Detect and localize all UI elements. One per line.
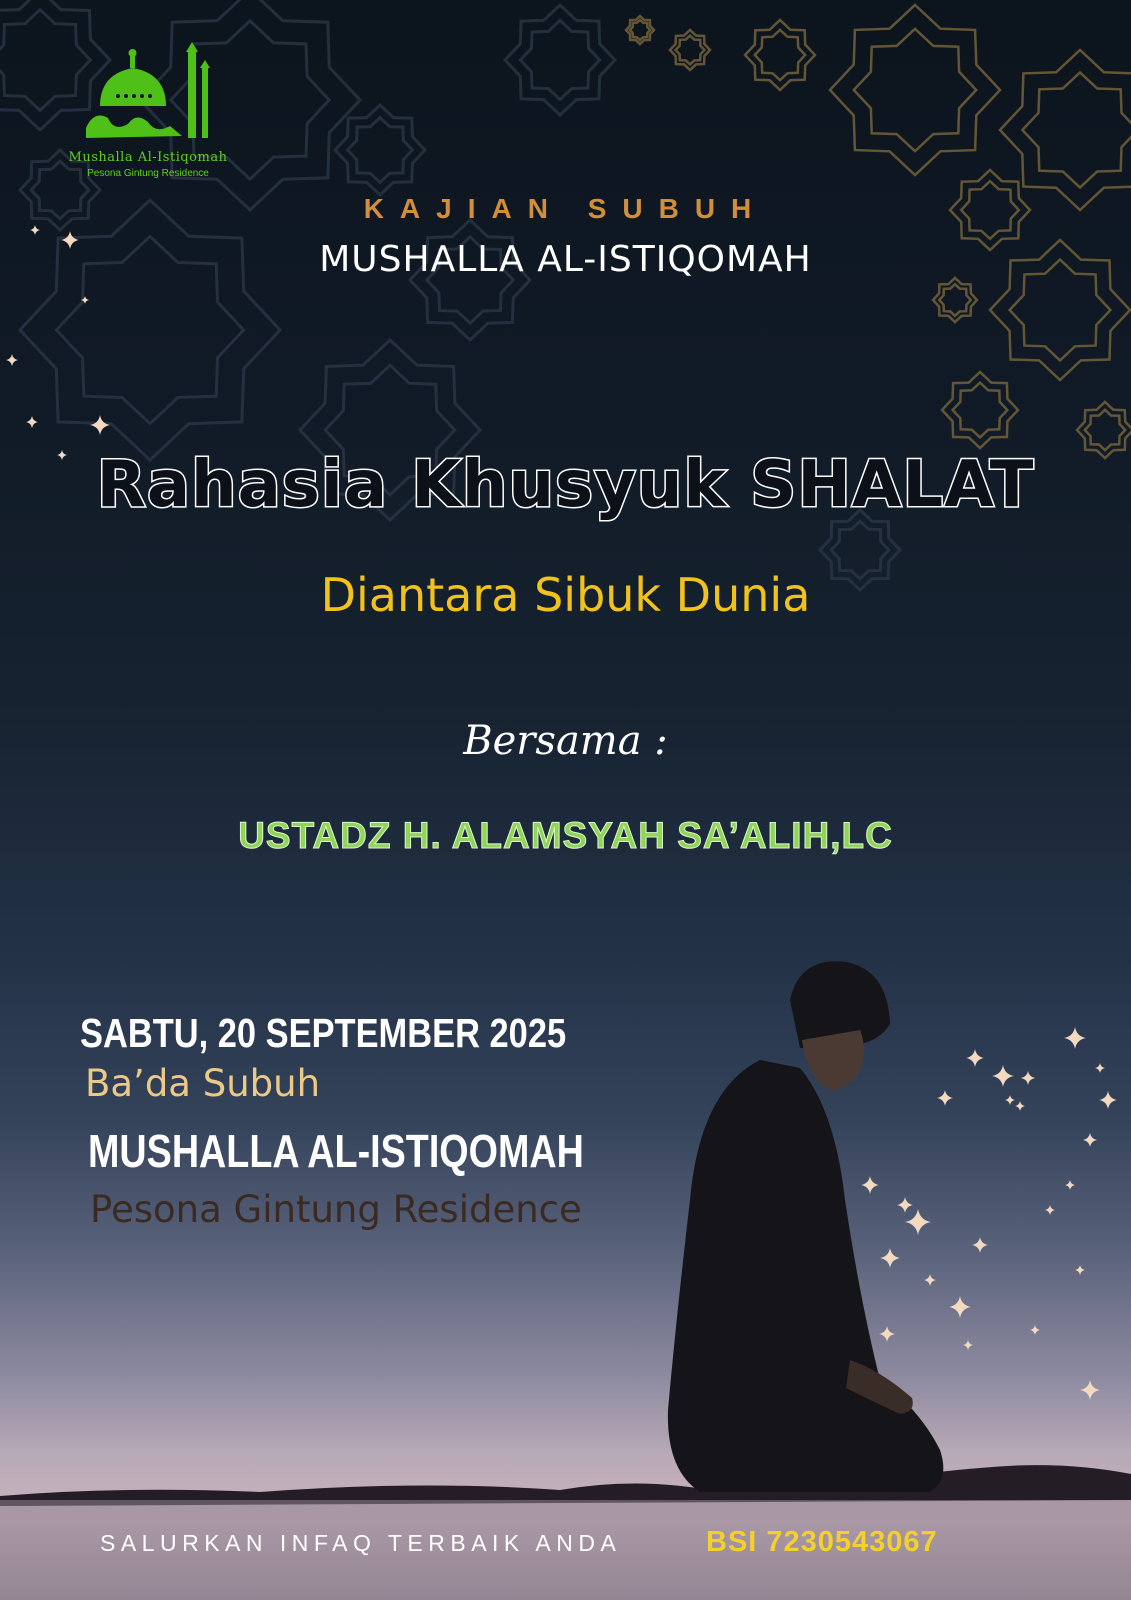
hills-silhouette [0,1465,1131,1506]
event-place-subtitle: Pesona Gintung Residence [90,1188,582,1231]
event-kicker: KAJIAN SUBUH [363,193,768,224]
gold-star-ornament [939,284,971,316]
dark-star-ornament [520,20,599,99]
gold-star-ornament [854,29,976,151]
gold-star-ornament [630,20,650,40]
sparkle-icon [90,415,110,435]
venue-heading: MUSHALLA AL-ISTIQOMAH [319,239,812,280]
gold-star-ornament [676,36,705,65]
event-time: Ba’da Subuh [85,1062,321,1105]
sparkle-icon [6,354,18,366]
event-subtitle: Diantara Sibuk Dunia [320,568,811,622]
gold-star-ornament [953,383,1008,438]
sparkle-icon [30,225,40,235]
gold-star-ornament [1022,72,1131,187]
event-title: Rahasia Khusyuk SHALAT [96,448,1035,522]
infaq-label: SALURKAN INFAQ TERBAIK ANDA [100,1530,622,1556]
praying-man [668,961,943,1492]
mushalla-logo [58,40,238,185]
gold-star-ornament [755,30,805,80]
speaker-intro: Bersama : [463,718,668,764]
sparkle-icon [26,416,38,428]
dark-star-ornament [348,118,413,183]
event-place: MUSHALLA AL-ISTIQOMAH [88,1125,584,1177]
event-date: SABTU, 20 SEPTEMBER 2025 [80,1010,567,1056]
speaker-name: USTADZ H. ALAMSYAH SA’ALIH,LC [238,815,893,856]
logo-subtitle: Pesona Gintung Residence [87,168,209,179]
infaq-account-number: BSI 7230543067 [706,1526,938,1558]
gold-star-ornament [1085,410,1125,450]
logo-name: Mushalla Al-Istiqomah [68,150,228,165]
mosque-icon [78,40,218,148]
